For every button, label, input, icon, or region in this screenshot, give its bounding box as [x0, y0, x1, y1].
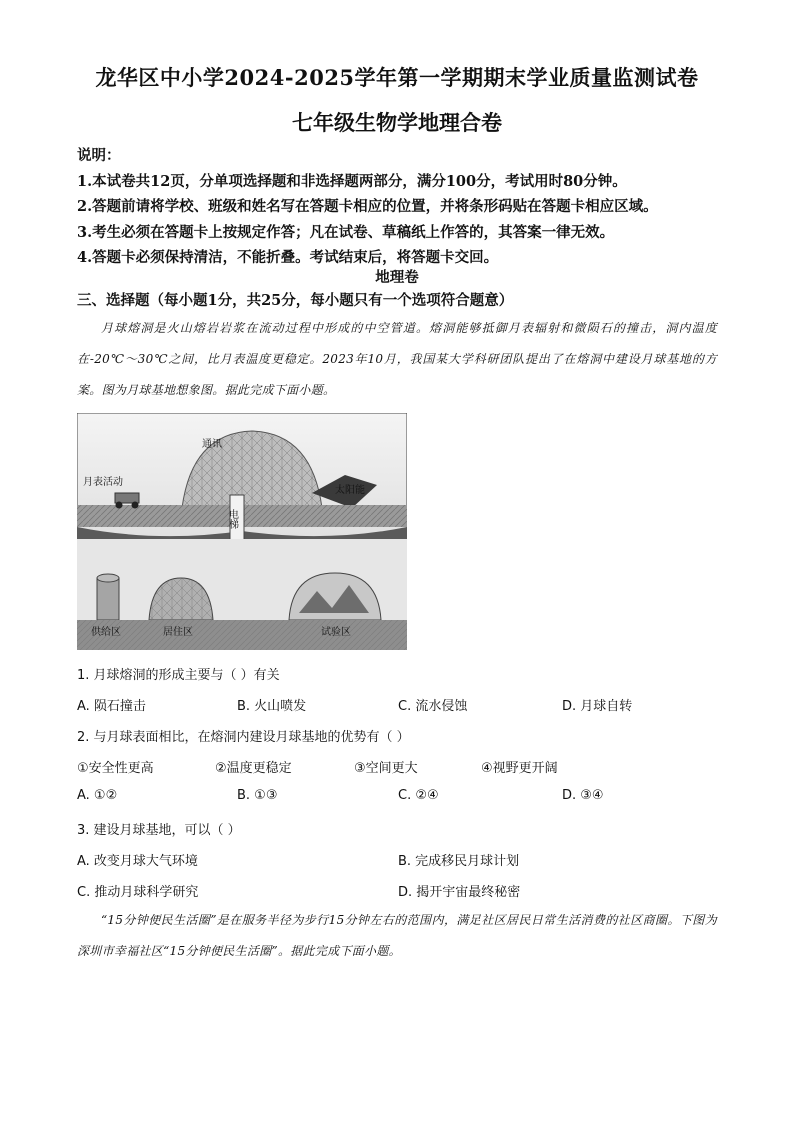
label-surface: 月表活动: [83, 477, 123, 488]
instructions: [77, 143, 757, 271]
label-living: 居住区: [163, 627, 193, 638]
option-c[interactable]: C. 流水侵蚀: [398, 699, 468, 714]
option-a[interactable]: A. ①②: [77, 788, 118, 803]
instructions-heading: 说明：: [77, 147, 121, 164]
passage-moon-lava-tube: 月球熔洞是火山熔岩岩浆在流动过程中形成的中空管道。熔洞能够抵御月表辐射和微陨石的撞击，洞内温度在-20℃～30℃之间，比月表温度更稳定。2023年10月，我国某大学科研团队提出了在熔洞中建设月球基地的方案。图为月球基地想象图。据此完成下面小题。: [77, 321, 717, 397]
label-test: 试验区: [321, 627, 351, 638]
instruction-item: 2.答题前请将学校、班级和姓名写在答题卡相应的位置，并将条形码贴在答题卡相应区域。: [77, 198, 658, 215]
question-2-statements: [77, 757, 717, 777]
question-2-stem: 2. 与月球表面相比，在熔洞内建设月球基地的优势有（ ）: [77, 730, 410, 745]
instruction-item: 1.本试卷共12页，分单项选择题和非选择题两部分，满分100分，考试用时80分钟。: [77, 172, 627, 190]
option-a[interactable]: A. 改变月球大气环境: [77, 854, 198, 869]
option-b[interactable]: B. 火山喷发: [237, 699, 307, 714]
option-b[interactable]: B. 完成移民月球计划: [398, 854, 520, 869]
lunar-base-figure: [77, 413, 407, 650]
passage-15-minute-circle: “15分钟便民生活圈”是在服务半径为步行15分钟左右的范围内，满足社区居民日常生活消费的社区商圈。下图为深圳市幸福社区“15分钟便民生活圈”。据此完成下面小题。: [77, 913, 717, 958]
option-d[interactable]: D. 揭开宇宙最终秘密: [398, 885, 521, 900]
statement-2: ②温度更稳定: [215, 761, 292, 776]
question-1-options: [77, 695, 717, 715]
question-1-stem: 1. 月球熔洞的形成主要与（ ）有关: [77, 668, 280, 683]
question-3-stem: 3. 建设月球基地，可以（ ）: [77, 823, 241, 838]
option-d[interactable]: D. 月球自转: [562, 699, 633, 714]
section-heading: 三、选择题（每小题1分，共25分，每小题只有一个选项符合题意）: [77, 292, 514, 309]
question-3-options-row1: [77, 850, 717, 870]
statement-4: ④视野更开阔: [481, 761, 558, 776]
instruction-item: 3.考生必须在答题卡上按规定作答；凡在试卷、草稿纸上作答的，其答案一律无效。: [77, 223, 615, 241]
label-elevator: 电梯: [226, 509, 238, 529]
instruction-item: 4.答题卡必须保持清洁，不能折叠。考试结束后，将答题卡交回。: [77, 249, 499, 266]
exam-title: 龙华区中小学2024-2025学年第一学期期末学业质量监测试卷: [95, 65, 699, 90]
exam-subtitle: 七年级生物学地理合卷: [292, 110, 502, 135]
option-b[interactable]: B. ①③: [237, 788, 278, 803]
option-d[interactable]: D. ③④: [562, 788, 604, 803]
label-comm: 通讯: [202, 439, 222, 450]
option-a[interactable]: A. 陨石撞击: [77, 699, 146, 714]
question-2-options: [77, 788, 717, 808]
option-c[interactable]: C. ②④: [398, 788, 439, 803]
label-supply: 供给区: [91, 627, 121, 638]
label-solar: 太阳能: [335, 485, 365, 496]
option-c[interactable]: C. 推动月球科学研究: [77, 885, 199, 900]
statement-3: ③空间更大: [354, 761, 418, 776]
subject-heading: 地理卷: [375, 269, 419, 286]
question-3-options-row2: [77, 881, 717, 901]
statement-1: ①安全性更高: [77, 761, 154, 776]
